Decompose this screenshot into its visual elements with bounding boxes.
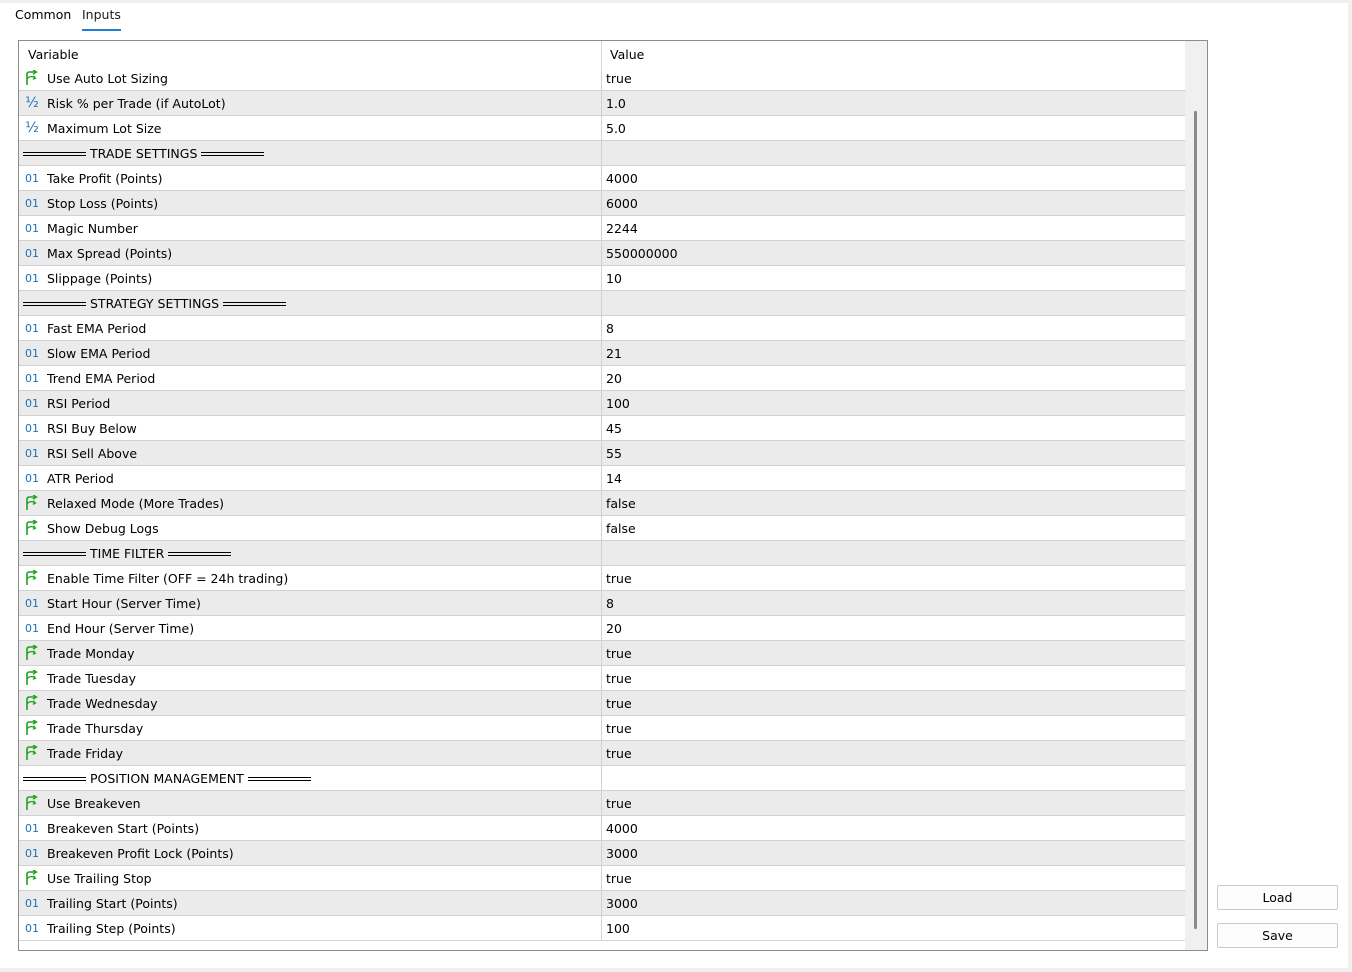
table-row[interactable]	[19, 516, 1185, 541]
cell-divider	[601, 766, 602, 791]
variable-value[interactable]: 45	[606, 421, 622, 436]
section-label	[23, 146, 264, 161]
variable-name: Take Profit (Points)	[47, 171, 163, 186]
cell-divider	[601, 616, 602, 641]
table-row[interactable]	[19, 566, 1185, 591]
inputs-grid	[18, 40, 1208, 951]
table-row[interactable]	[19, 916, 1185, 941]
integer-icon: 01	[25, 321, 39, 335]
window-right-edge	[1348, 0, 1352, 972]
bool-arrow-icon	[23, 794, 41, 812]
variable-name: Slow EMA Period	[47, 346, 151, 361]
integer-icon: 01	[25, 446, 39, 460]
section-rule-right	[168, 552, 231, 556]
variable-value[interactable]: 2244	[606, 221, 638, 236]
cell-divider	[601, 141, 602, 166]
table-row[interactable]	[19, 641, 1185, 666]
table-row[interactable]	[19, 666, 1185, 691]
section-title: STRATEGY SETTINGS	[90, 296, 220, 311]
table-row[interactable]	[19, 441, 1185, 466]
variable-value[interactable]: 14	[606, 471, 622, 486]
variable-value[interactable]: 3000	[606, 896, 638, 911]
section-title: POSITION MANAGEMENT	[90, 771, 244, 786]
vertical-scrollbar[interactable]	[1185, 41, 1207, 950]
section-label	[23, 296, 286, 311]
variable-name: Stop Loss (Points)	[47, 196, 159, 211]
bool-arrow-icon	[23, 519, 41, 537]
tab-common[interactable]: Common	[15, 7, 72, 22]
bool-arrow-icon	[23, 569, 41, 587]
cell-divider	[601, 741, 602, 766]
section-row[interactable]	[19, 766, 1185, 791]
variable-value[interactable]: 5.0	[606, 121, 626, 136]
cell-divider	[601, 866, 602, 891]
cell-divider	[601, 591, 602, 616]
variable-name: Trade Tuesday	[47, 671, 137, 686]
variable-value[interactable]: 3000	[606, 846, 638, 861]
variable-name: Breakeven Start (Points)	[47, 821, 200, 836]
cell-divider	[601, 391, 602, 416]
variable-value[interactable]: 21	[606, 346, 622, 361]
integer-icon: 01	[25, 846, 39, 860]
variable-value[interactable]: 100	[606, 921, 630, 936]
table-row[interactable]	[19, 416, 1185, 441]
variable-name: Use Auto Lot Sizing	[47, 71, 168, 86]
cell-divider	[601, 116, 602, 141]
integer-icon: 01	[25, 596, 39, 610]
bool-arrow-icon	[23, 719, 41, 737]
variable-value[interactable]: true	[606, 796, 632, 811]
section-rule-right	[201, 152, 264, 156]
cell-divider	[601, 691, 602, 716]
section-row[interactable]	[19, 141, 1185, 166]
bool-arrow-icon	[23, 869, 41, 887]
section-row[interactable]	[19, 541, 1185, 566]
cell-divider	[601, 366, 602, 391]
variable-name: Trade Thursday	[47, 721, 144, 736]
table-row[interactable]	[19, 341, 1185, 366]
cell-divider	[601, 291, 602, 316]
bool-arrow-icon	[23, 644, 41, 662]
save-button[interactable]: Save	[1217, 923, 1338, 948]
variable-name: Slippage (Points)	[47, 271, 153, 286]
variable-value[interactable]: 550000000	[606, 246, 678, 261]
cell-divider	[601, 916, 602, 941]
table-row[interactable]	[19, 716, 1185, 741]
section-rule-left	[23, 552, 86, 556]
section-rule-right	[223, 302, 286, 306]
cell-divider	[601, 316, 602, 341]
cell-divider	[601, 491, 602, 516]
variable-value[interactable]: false	[606, 496, 636, 511]
variable-value[interactable]: 1.0	[606, 96, 626, 111]
section-label	[23, 771, 311, 786]
cell-divider	[601, 66, 602, 91]
table-row[interactable]	[19, 116, 1185, 141]
variable-name: Enable Time Filter (OFF = 24h trading)	[47, 571, 289, 586]
cell-divider	[601, 91, 602, 116]
variable-value[interactable]: true	[606, 671, 632, 686]
table-row[interactable]	[19, 841, 1185, 866]
section-row[interactable]	[19, 291, 1185, 316]
integer-icon: 01	[25, 821, 39, 835]
integer-icon: 01	[25, 171, 39, 185]
cell-divider	[601, 791, 602, 816]
cell-divider	[601, 166, 602, 191]
cell-divider	[601, 516, 602, 541]
cell-divider	[601, 341, 602, 366]
variable-value[interactable]: 20	[606, 621, 622, 636]
variable-name: Trade Wednesday	[47, 696, 158, 711]
variable-name: Trailing Step (Points)	[47, 921, 176, 936]
cell-divider	[601, 891, 602, 916]
cell-divider	[601, 241, 602, 266]
variable-value[interactable]: true	[606, 71, 632, 86]
variable-value[interactable]: 4000	[606, 171, 638, 186]
section-label	[23, 546, 231, 561]
table-row[interactable]	[19, 491, 1185, 516]
cell-divider	[601, 716, 602, 741]
table-row[interactable]	[19, 691, 1185, 716]
integer-icon: 01	[25, 471, 39, 485]
table-row[interactable]	[19, 266, 1185, 291]
variable-value[interactable]: 4000	[606, 821, 638, 836]
variable-name: Use Breakeven	[47, 796, 141, 811]
variable-name: Trade Friday	[47, 746, 124, 761]
integer-icon: 01	[25, 371, 39, 385]
variable-name: Fast EMA Period	[47, 321, 147, 336]
table-row[interactable]	[19, 741, 1185, 766]
cell-divider	[601, 441, 602, 466]
variable-value[interactable]: 8	[606, 321, 614, 336]
table-row[interactable]	[19, 466, 1185, 491]
table-row[interactable]	[19, 866, 1185, 891]
integer-icon: 01	[25, 271, 39, 285]
variable-name: RSI Buy Below	[47, 421, 137, 436]
table-row[interactable]	[19, 791, 1185, 816]
bool-arrow-icon	[23, 669, 41, 687]
integer-icon: 01	[25, 421, 39, 435]
double-icon: ½	[25, 120, 39, 136]
variable-value[interactable]: 100	[606, 396, 630, 411]
variable-name: End Hour (Server Time)	[47, 621, 195, 636]
table-row[interactable]	[19, 66, 1185, 91]
cell-divider	[601, 816, 602, 841]
variable-value[interactable]: 10	[606, 271, 622, 286]
variable-name: RSI Period	[47, 396, 111, 411]
table-row[interactable]	[19, 216, 1185, 241]
integer-icon: 01	[25, 896, 39, 910]
table-row[interactable]	[19, 316, 1185, 341]
variable-value[interactable]: true	[606, 721, 632, 736]
integer-icon: 01	[25, 921, 39, 935]
bool-arrow-icon	[23, 69, 41, 87]
cell-divider	[601, 191, 602, 216]
variable-name: Risk % per Trade (if AutoLot)	[47, 96, 226, 111]
variable-name: Trailing Start (Points)	[47, 896, 178, 911]
table-row[interactable]	[19, 191, 1185, 216]
header-variable[interactable]: Variable	[28, 47, 79, 62]
variable-name: RSI Sell Above	[47, 446, 138, 461]
integer-icon: 01	[25, 346, 39, 360]
variable-name: Magic Number	[47, 221, 138, 236]
variable-name: Max Spread (Points)	[47, 246, 173, 261]
variable-value[interactable]: true	[606, 646, 632, 661]
header-value[interactable]: Value	[610, 47, 645, 62]
bool-arrow-icon	[23, 744, 41, 762]
variable-value[interactable]: true	[606, 696, 632, 711]
grid-header	[19, 41, 1185, 67]
section-rule-left	[23, 302, 86, 306]
scrollbar-thumb[interactable]	[1194, 111, 1197, 929]
cell-divider	[601, 666, 602, 691]
variable-name: Maximum Lot Size	[47, 121, 162, 136]
variable-value[interactable]: true	[606, 571, 632, 586]
cell-divider	[601, 566, 602, 591]
variable-name: Use Trailing Stop	[47, 871, 152, 886]
table-row[interactable]	[19, 391, 1185, 416]
variable-value[interactable]: 55	[606, 446, 622, 461]
table-row[interactable]	[19, 891, 1185, 916]
variable-value[interactable]: 8	[606, 596, 614, 611]
table-row[interactable]	[19, 591, 1185, 616]
variable-value[interactable]: 6000	[606, 196, 638, 211]
cell-divider	[601, 841, 602, 866]
variable-name: Trade Monday	[47, 646, 135, 661]
cell-divider	[601, 641, 602, 666]
section-title: TIME FILTER	[90, 546, 165, 561]
cell-divider	[601, 216, 602, 241]
cell-divider	[601, 541, 602, 566]
section-rule-left	[23, 152, 86, 156]
integer-icon: 01	[25, 246, 39, 260]
table-row[interactable]	[19, 91, 1185, 116]
window-bottom-edge	[0, 968, 1352, 972]
variable-name: Relaxed Mode (More Trades)	[47, 496, 225, 511]
section-title: TRADE SETTINGS	[90, 146, 198, 161]
table-row[interactable]	[19, 166, 1185, 191]
section-rule-left	[23, 777, 86, 781]
load-button[interactable]: Load	[1217, 885, 1338, 910]
double-icon: ½	[25, 95, 39, 111]
variable-value[interactable]: false	[606, 521, 636, 536]
integer-icon: 01	[25, 396, 39, 410]
tab-inputs[interactable]: Inputs	[82, 7, 121, 29]
table-row[interactable]	[19, 241, 1185, 266]
tab-bar	[0, 3, 400, 31]
variable-value[interactable]: true	[606, 871, 632, 886]
integer-icon: 01	[25, 621, 39, 635]
variable-name: ATR Period	[47, 471, 114, 486]
table-row[interactable]	[19, 366, 1185, 391]
integer-icon: 01	[25, 221, 39, 235]
bool-arrow-icon	[23, 494, 41, 512]
variable-value[interactable]: true	[606, 746, 632, 761]
variable-name: Breakeven Profit Lock (Points)	[47, 846, 234, 861]
variable-value[interactable]: 20	[606, 371, 622, 386]
variable-name: Trend EMA Period	[47, 371, 156, 386]
variable-name: Show Debug Logs	[47, 521, 159, 536]
variable-name: Start Hour (Server Time)	[47, 596, 201, 611]
grid-rows	[19, 66, 1185, 941]
bool-arrow-icon	[23, 694, 41, 712]
cell-divider	[601, 266, 602, 291]
cell-divider	[601, 416, 602, 441]
section-rule-right	[248, 777, 311, 781]
table-row[interactable]	[19, 816, 1185, 841]
cell-divider	[601, 466, 602, 491]
table-row[interactable]	[19, 616, 1185, 641]
integer-icon: 01	[25, 196, 39, 210]
